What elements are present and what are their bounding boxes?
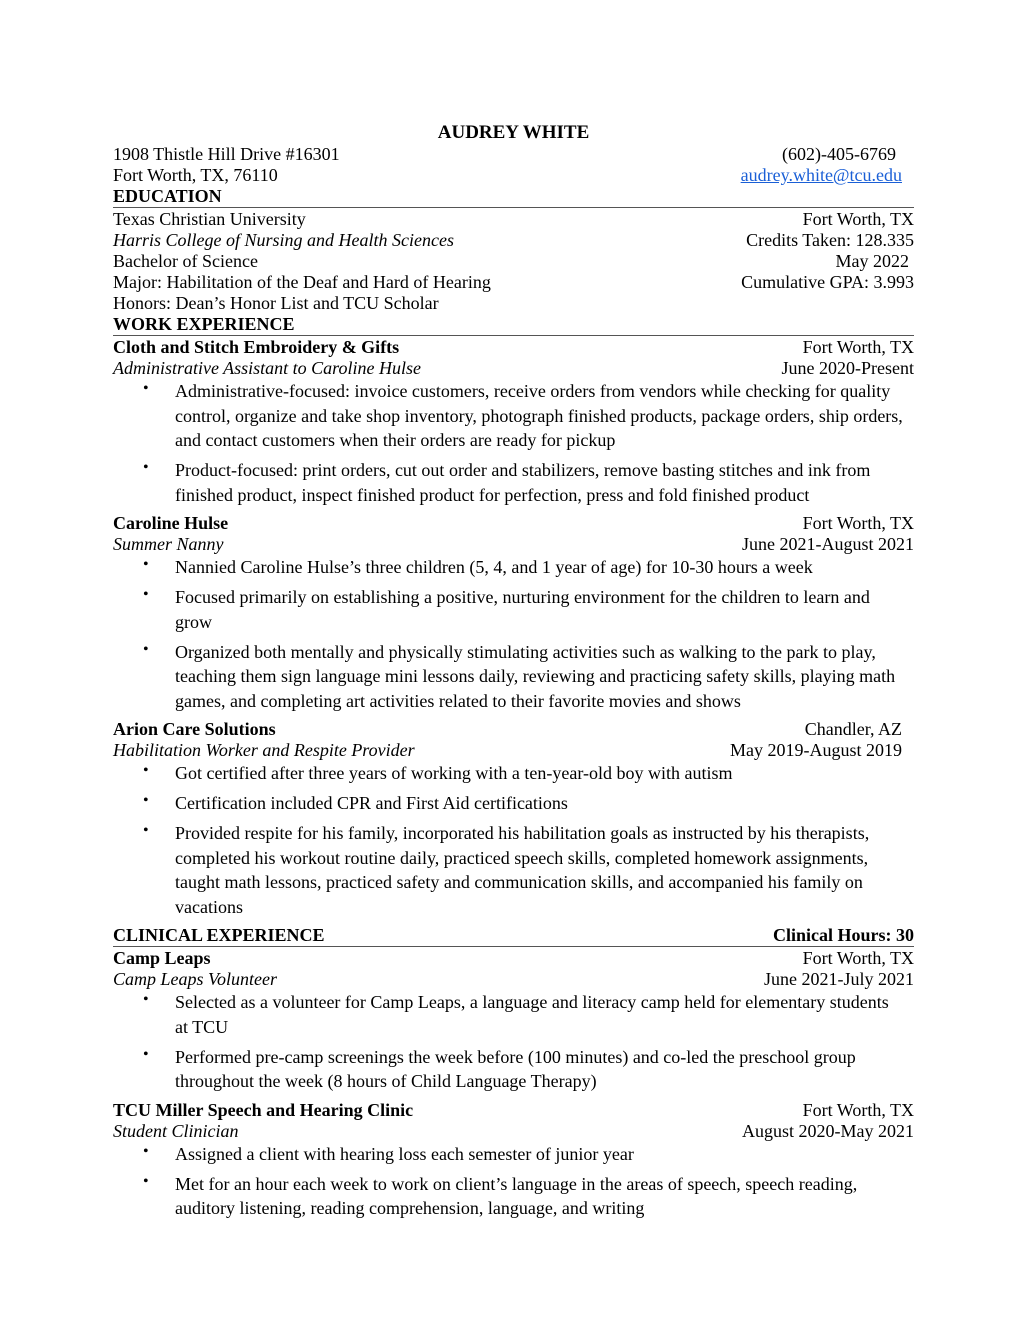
- bullet-text: Organized both mentally and physically stimulating activities such as walking to the park to play, teaching them sign language mini lessons daily, reviewing and practicing safety skills, playing math games, and completing art activities related to their favorite movies and shows: [175, 641, 896, 711]
- bullet-icon: •: [143, 792, 149, 809]
- bullet-icon: •: [143, 459, 149, 476]
- email-link[interactable]: audrey.white@tcu.edu: [740, 165, 902, 185]
- contact-row: [113, 165, 914, 186]
- bullet-text: Nannied Caroline Hulse’s three children (5, 4, and 1 year of age) for 10-30 hours a week: [175, 557, 813, 577]
- education-row: [113, 293, 914, 314]
- organization-name: Arion Care Solutions: [113, 719, 276, 739]
- bullet-icon: •: [143, 1045, 149, 1063]
- education-row: [113, 251, 914, 272]
- job-role-row: [113, 740, 914, 761]
- section-right-note: Clinical Hours: 30: [772, 925, 914, 945]
- clinical-heading: [113, 925, 914, 947]
- job-location: Fort Worth, TX: [802, 337, 914, 357]
- job-role-row: [113, 1121, 914, 1142]
- education-detail: Harris College of Nursing and Health Sciences: [113, 230, 454, 250]
- job-role: Summer Nanny: [113, 534, 224, 554]
- bullet-list: [113, 990, 914, 1094]
- bullet-item: [113, 1045, 914, 1094]
- job-location: Fort Worth, TX: [802, 513, 914, 533]
- bullet-item: [113, 458, 914, 507]
- bullet-text: Assigned a client with hearing loss each semester of junior year: [175, 1143, 634, 1164]
- job-role: Administrative Assistant to Caroline Hulse: [113, 358, 422, 378]
- work-heading: [113, 314, 914, 336]
- job-role-row: [113, 534, 914, 555]
- job-header-row: [113, 337, 914, 358]
- organization-name: Camp Leaps: [113, 948, 211, 968]
- work-experience-section: [113, 314, 914, 919]
- bullet-text: Focused primarily on establishing a positive, nurturing environment for the children to learn and grow: [175, 587, 870, 632]
- section-title: CLINICAL EXPERIENCE: [113, 925, 325, 945]
- bullet-list: [113, 379, 914, 507]
- education-detail-right: May 2022: [835, 251, 909, 271]
- job-header-row: [113, 948, 914, 969]
- job-role: Camp Leaps Volunteer: [113, 969, 277, 989]
- education-detail: Major: Habilitation of the Deaf and Hard of Hearing: [113, 272, 491, 292]
- clinical-experience-section: [113, 925, 914, 1221]
- job-dates: June 2021-August 2021: [742, 534, 914, 554]
- bullet-item: [113, 379, 914, 453]
- education-detail-right: Cumulative GPA: 3.993: [741, 272, 914, 292]
- bullet-icon: •: [143, 586, 149, 603]
- education-section: [113, 186, 914, 314]
- bullet-icon: •: [143, 1172, 149, 1190]
- job-dates: August 2020-May 2021: [742, 1120, 914, 1141]
- bullet-item: [113, 640, 914, 714]
- address-line-2: Fort Worth, TX, 76110: [113, 165, 278, 185]
- job-dates: May 2019-August 2019: [730, 740, 902, 760]
- job-header-row: [113, 719, 914, 740]
- phone: (602)-405-6769: [782, 144, 896, 164]
- bullet-list: [113, 1142, 914, 1221]
- education-detail: Honors: Dean’s Honor List and TCU Scholar: [113, 293, 439, 313]
- bullet-icon: •: [143, 822, 149, 839]
- bullet-item: [113, 821, 914, 919]
- bullet-text: Met for an hour each week to work on client’s language in the areas of speech, speech reading, auditory listening, reading comprehension, language, and writing: [175, 1173, 858, 1218]
- bullet-item: [113, 791, 914, 816]
- bullet-item: [113, 585, 914, 634]
- education-detail: Bachelor of Science: [113, 251, 258, 271]
- bullet-text: Administrative-focused: invoice customers, receive orders from vendors while checking for quality control, organize and take shop inventory, photograph finished products, package orders, ship orders, and contact customers when their orders are ready for pickup: [175, 381, 903, 450]
- organization-name: Caroline Hulse: [113, 513, 229, 533]
- bullet-icon: •: [143, 1142, 149, 1160]
- education-detail-right: Fort Worth, TX: [802, 209, 914, 229]
- job-location: Chandler, AZ: [804, 719, 902, 739]
- job-dates: June 2020-Present: [781, 358, 914, 378]
- bullet-icon: •: [143, 556, 149, 573]
- bullet-list: [113, 761, 914, 919]
- bullet-icon: •: [143, 640, 149, 658]
- bullet-text: Certification included CPR and First Aid certifications: [175, 793, 568, 813]
- organization-name: Cloth and Stitch Embroidery & Gifts: [113, 337, 400, 357]
- education-row: [113, 230, 914, 251]
- bullet-item: [113, 555, 914, 580]
- job-header-row: [113, 513, 914, 534]
- bullet-item: [113, 990, 914, 1039]
- bullet-icon: •: [143, 991, 149, 1008]
- bullet-list: [113, 555, 914, 713]
- bullet-icon: •: [143, 762, 149, 779]
- bullet-text: Provided respite for his family, incorporated his habilitation goals as instructed by his therapists, completed his workout routine daily, practiced speech skills, completed homework assignments, taught math lessons, practiced safety and communication skills, and accompanied his family on vacations: [175, 823, 870, 917]
- resume-page: [113, 122, 914, 1227]
- job-role-row: [113, 358, 914, 379]
- job-role: Habilitation Worker and Respite Provider: [113, 740, 415, 760]
- section-title: WORK EXPERIENCE: [113, 314, 295, 334]
- job-dates: June 2021-July 2021: [764, 969, 914, 989]
- bullet-item: [113, 1172, 914, 1221]
- job-role: Student Clinician: [113, 1120, 239, 1141]
- job-location: Fort Worth, TX: [802, 948, 914, 968]
- job-location: Fort Worth, TX: [802, 1099, 914, 1120]
- bullet-text: Got certified after three years of working with a ten-year-old boy with autism: [175, 763, 733, 783]
- bullet-icon: •: [143, 380, 149, 397]
- bullet-item: [113, 761, 914, 786]
- education-heading: [113, 186, 914, 208]
- organization-name: TCU Miller Speech and Hearing Clinic: [113, 1099, 414, 1120]
- address-line-1: 1908 Thistle Hill Drive #16301: [113, 144, 340, 164]
- job-header-row: [113, 1100, 914, 1121]
- education-row: [113, 272, 914, 293]
- bullet-text: Product-focused: print orders, cut out order and stabilizers, remove basting stitches and ink from finished product, inspect finished product for perfection, press and fold finished product: [175, 460, 871, 505]
- education-row: [113, 209, 914, 230]
- contact-row: [113, 144, 914, 165]
- job-role-row: [113, 969, 914, 990]
- bullet-text: Performed pre-camp screenings the week before (100 minutes) and co-led the preschool group throughout the week (8 hours of Child Language Therapy): [175, 1046, 856, 1091]
- education-detail-right: Credits Taken: 128.335: [746, 230, 914, 250]
- section-title: EDUCATION: [113, 186, 222, 206]
- education-detail: Texas Christian University: [113, 209, 306, 229]
- bullet-item: [113, 1142, 914, 1167]
- bullet-text: Selected as a volunteer for Camp Leaps, a language and literacy camp held for elementary students at TCU: [175, 992, 889, 1037]
- candidate-name: AUDREY WHITE: [437, 122, 590, 143]
